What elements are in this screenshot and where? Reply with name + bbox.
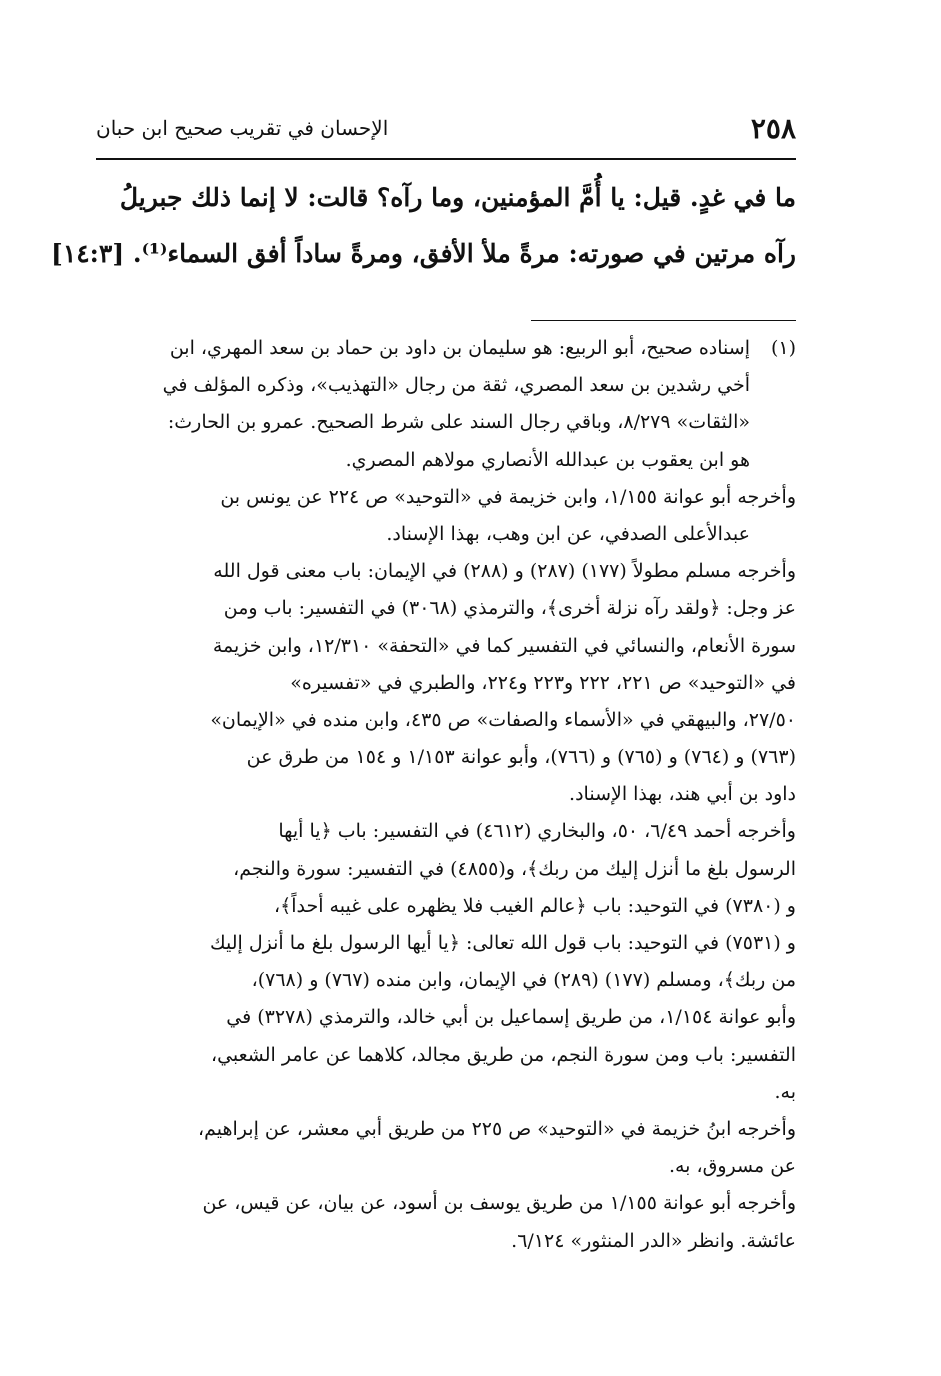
footnote-line: ٢٧/٥٠، والبيهقي في «الأسماء والصفات» ص ٤٣٥، وابن منده في «الإيمان»	[210, 708, 796, 731]
footnote-line: عز وجل: ﴿ولقد رآه نزلة أخرى﴾، والترمذي (٣٠٦٨) في التفسير: باب ومن	[223, 597, 796, 620]
page-header	[96, 112, 796, 152]
footnote-line: وأخرجه مسلم مطولاً (١٧٧) (٢٨٧) و (٢٨٨) في الإيمان: باب معنى قول الله	[213, 560, 796, 583]
footnote-line: عائشة. وانظر «الدر المنثور» ٦/١٢٤.	[511, 1229, 796, 1252]
footnote-separator	[531, 320, 796, 321]
footnote-line: (٧٦٣) و (٧٦٤) و (٧٦٥) و (٧٦٦)، وأبو عوانة ١/١٥٣ و ١٥٤ من طرق عن	[246, 746, 796, 769]
footnote-line: عبدالأعلى الصدفي، عن ابن وهب، بهذا الإسناد.	[386, 522, 750, 545]
footnote-line: الرسول بلغ ما أنزل إليك من ربك﴾، و(٤٨٥٥) في التفسير: سورة والنجم،	[233, 857, 796, 880]
footnote-line: وأخرجه ابنُ خزيمة في «التوحيد» ص ٢٢٥ من طريق أبي معشر، عن إبراهيم،	[198, 1117, 796, 1140]
header-rule	[96, 158, 796, 160]
footnote-line: «الثقات» ٨/٢٧٩، وباقي رجال السند على شرط الصحيح. عمرو بن الحارث:	[167, 411, 750, 434]
footnote-marker: (١)	[770, 337, 796, 359]
footnote-line: و (٧٥٣١) في التوحيد: باب قول الله تعالى: ﴿يا أيها الرسول بلغ ما أنزل إليك	[209, 932, 796, 954]
running-title: الإحسان في تقريب صحيح ابن حبان	[96, 116, 389, 140]
footnote-line: وأخرجه أحمد ٦/٤٩، ٥٠، والبخاري (٤٦١٢) في التفسير: باب ﴿يا أيها	[278, 820, 796, 843]
footnote-line: في «التوحيد» ص ٢٢١، ٢٢٢ و٢٢٣ و٢٢٤، والطبري في «تفسيره»	[290, 671, 796, 694]
main-text-line: رآه مرتين في صورته: مرةً ملأ الأفق، ومرةً ساداً أفق السماء⁽¹⁾. [١٤:٣]	[50, 239, 796, 268]
footnote-line: وأخرجه أبو عوانة ١/١٥٥، وابن خزيمة في «التوحيد» ص ٢٢٤ عن يونس بن	[220, 485, 796, 508]
footnote-line: وأخرجه أبو عوانة ١/١٥٥ من طريق يوسف بن أسود، عن بيان، عن قيس، عن	[202, 1192, 796, 1215]
page-number: ٢٥٨	[750, 112, 796, 145]
footnote-line: هو ابن يعقوب بن عبدالله الأنصاري مولاهم المصري.	[345, 448, 750, 471]
footnote-line: التفسير: باب ومن سورة النجم، من طريق مجالد، كلاهما عن عامر الشعبي،	[210, 1043, 796, 1066]
footnotes	[96, 330, 796, 1260]
footnote-line: سورة الأنعام، والنسائي في التفسير كما في «التحفة» ١٢/٣١٠، وابن خزيمة	[212, 634, 796, 657]
footnote-text: إسناده صحيح، أبو الربيع: هو سليمان بن داود بن حماد بن سعد المهري، ابن	[169, 337, 750, 359]
footnote-line: وأبو عوانة ١/١٥٤، من طريق إسماعيل بن أبي خالد، والترمذي (٣٢٧٨) في	[226, 1006, 796, 1029]
footnote-line: عن مسروق، به.	[668, 1155, 796, 1178]
footnote-line: أخي رشدين بن سعد المصري، ثقة من رجال «التهذيب»، وذكره المؤلف في	[162, 374, 750, 397]
footnote-line: به.	[774, 1080, 796, 1103]
footnote-line: من ربك﴾، ومسلم (١٧٧) (٢٨٩) في الإيمان، وابن منده (٧٦٧) و (٧٦٨)،	[251, 969, 796, 992]
footnote-line: داود بن أبي هند، بهذا الإسناد.	[569, 783, 796, 806]
main-text	[50, 170, 796, 282]
footnote-line: و (٧٣٨٠) في التوحيد: باب ﴿عالم الغيب فلا يظهره على غيبه أحداً﴾،	[273, 894, 796, 917]
footnote-line	[96, 330, 796, 367]
main-text-line: ما في غدٍ. قيل: يا أُمَّ المؤمنين، وما رآه؟ قالت: لا إنما ذلك جبريلُ	[119, 183, 796, 212]
